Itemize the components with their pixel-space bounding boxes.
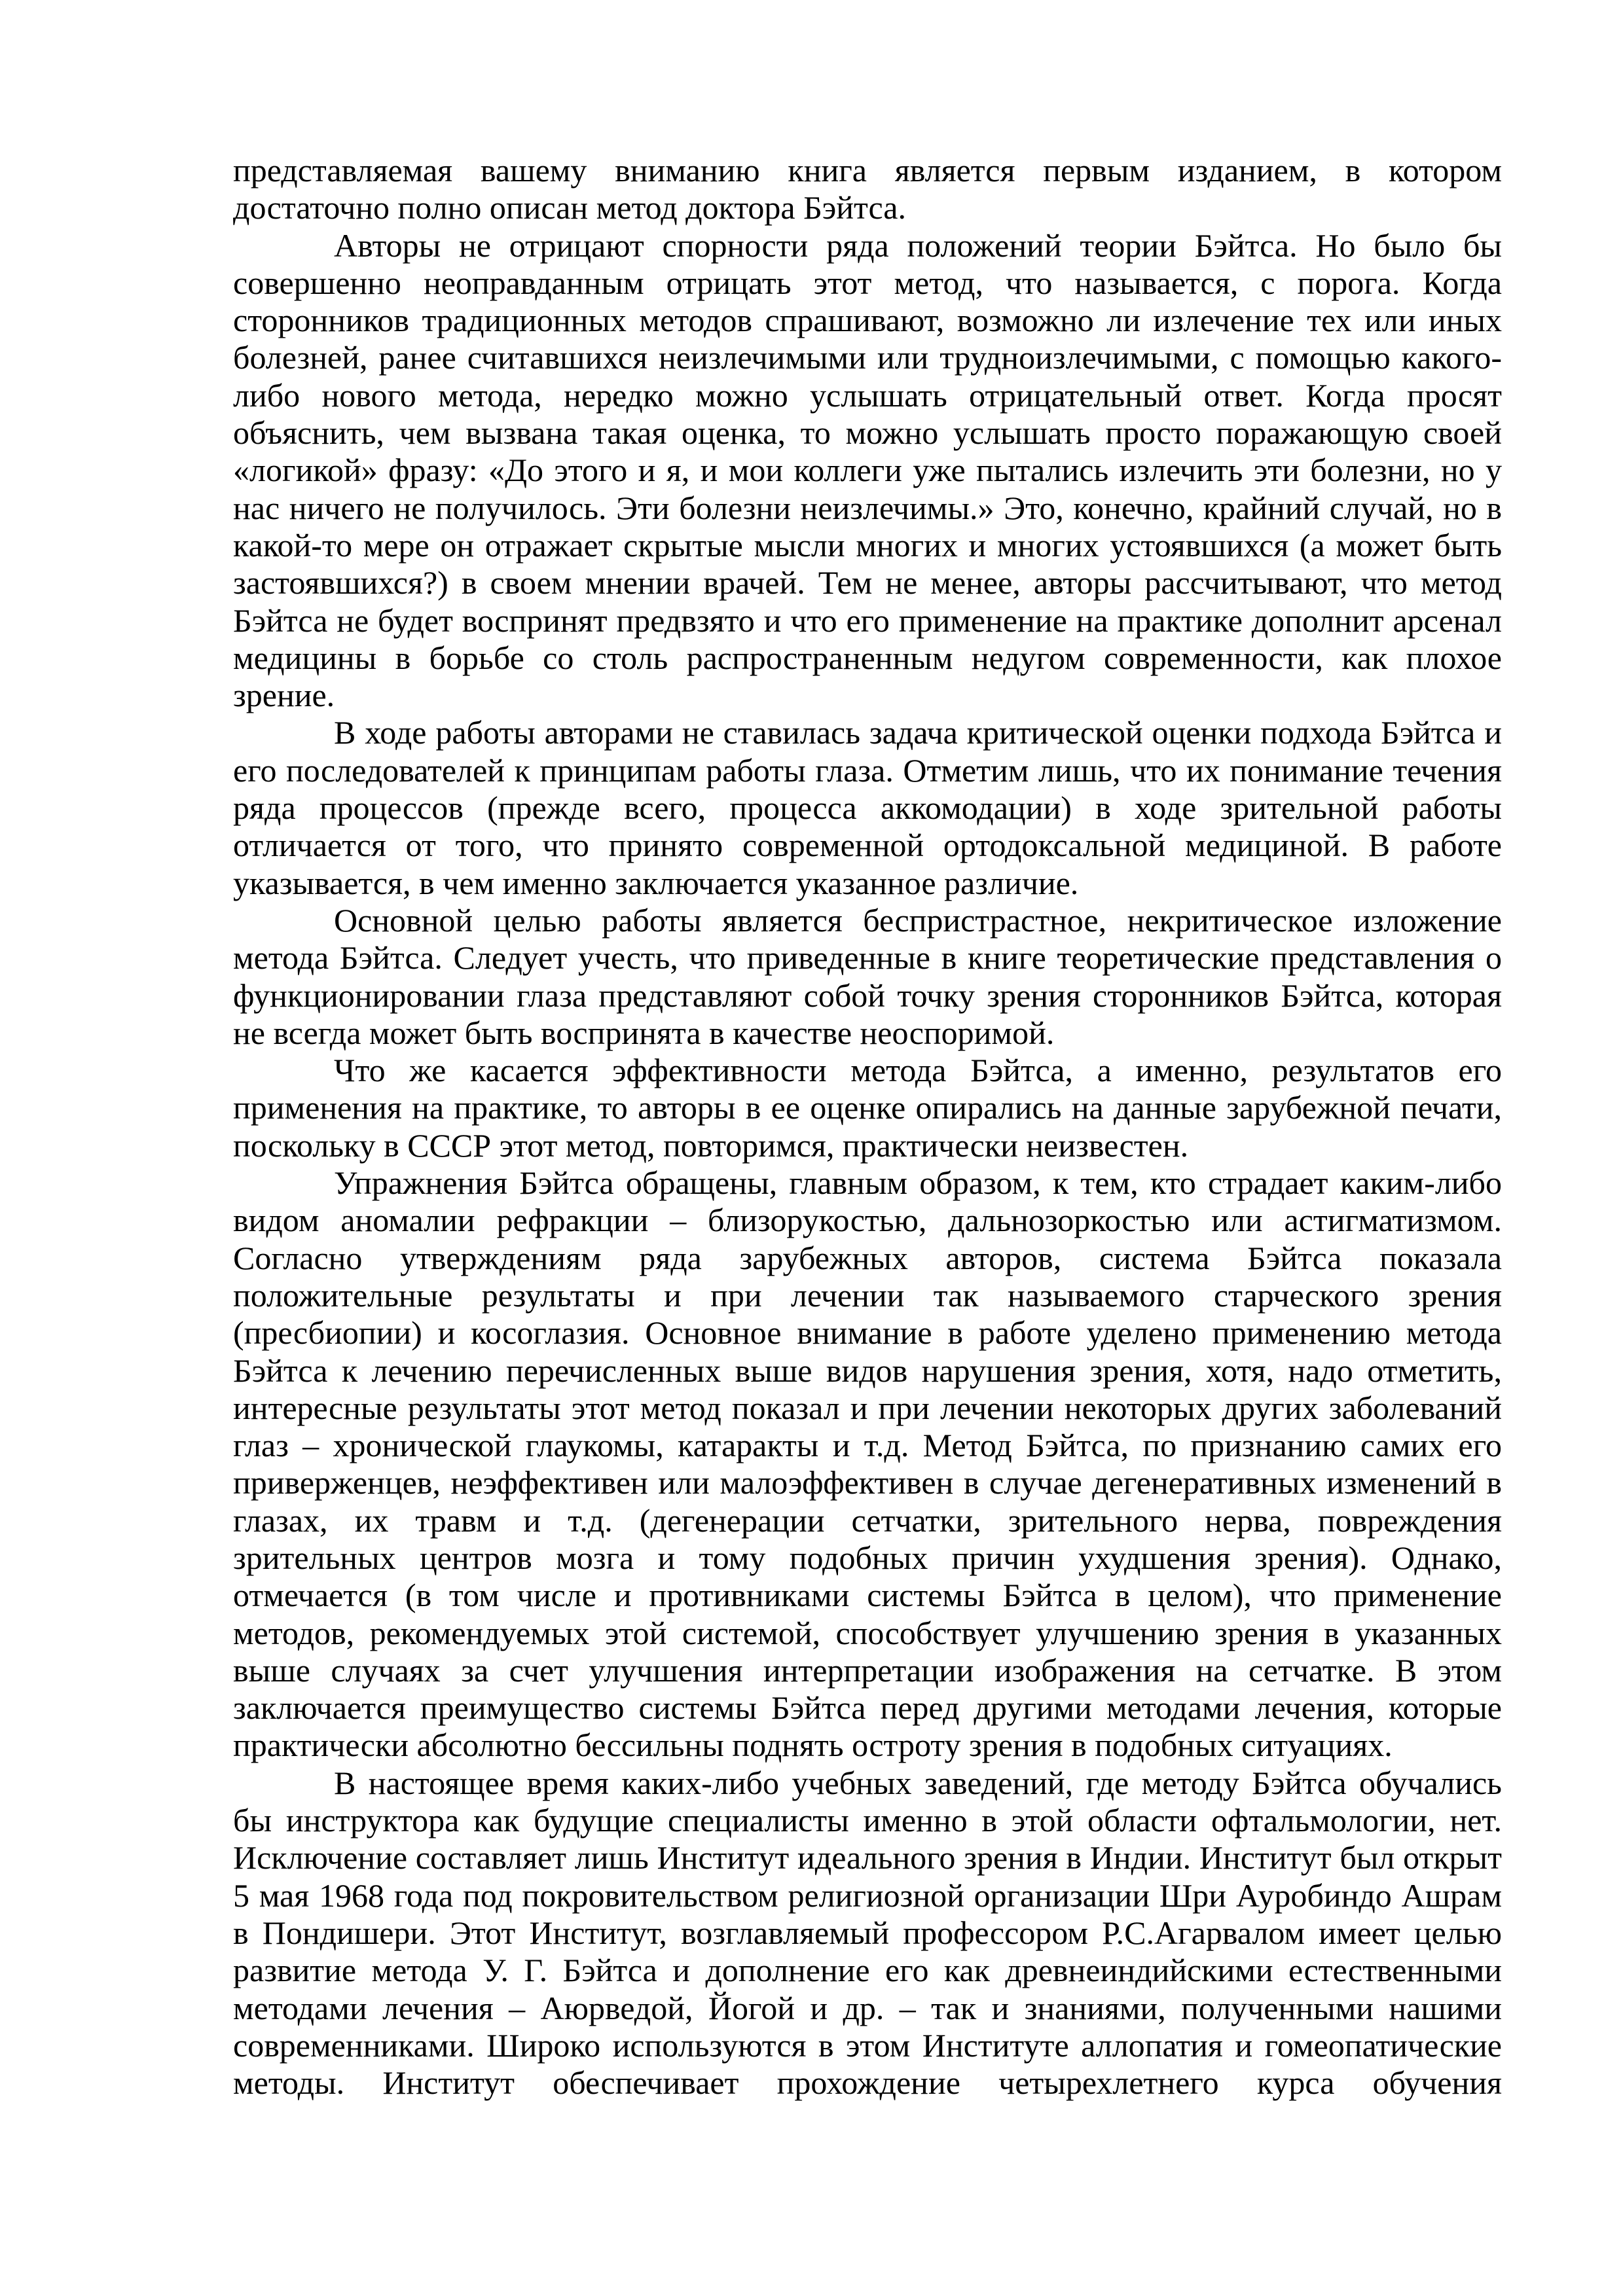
paragraph-2: Авторы не отрицают спорности ряда положений теории Бэйтса. Но было бы совершенно неоправданным отрицать этот метод, что называется, с порога. Когда сторонников традиционных методов спрашивают, возможно ли излечение тех или иных болезней, ранее считавшихся неизлечимыми или трудноизлечимыми, с помощью какого-либо нового метода, нередко можно услышать отрицательный ответ. Когда просят объяснить, чем вызвана такая оценка, то можно услышать просто поражающую своей «логикой» фразу: «До этого и я, и мои коллеги уже пытались излечить эти болезни, но у нас ничего не получилось. Эти болезни неизлечимы.» Это, конечно, крайний случай, но в какой-то мере он отражает скрытые мысли многих и многих устоявшихся (а может быть застоявшихся?) в своем мнении врачей. Тем не менее, авторы рассчитывают, что метод Бэйтса не будет воспринят предвзято и что его применение на практике дополнит арсенал медицины в борьбе со столь распространенным недугом современности, как плохое зрение.: [233, 226, 1502, 714]
paragraph-6: Упражнения Бэйтса обращены, главным образом, к тем, кто страдает каким-либо видом аномалии рефракции – близорукостью, дальнозоркостью или астигматизмом. Согласно утверждениям ряда зарубежных авторов, система Бэйтса показала положительные результаты и при лечении так называемого старческого зрения (пресбиопии) и косоглазия. Основное внимание в работе уделено применению метода Бэйтса к лечению перечисленных выше видов нарушения зрения, хотя, надо отметить, интересные результаты этот метод показал и при лечении некоторых других заболеваний глаз – хронической глаукомы, катаракты и т.д. Метод Бэйтса, по признанию самих его приверженцев, неэффективен или малоэффективен в случае дегенеративных изменений в глазах, их травм и т.д. (дегенерации сетчатки, зрительного нерва, повреждения зрительных центров мозга и тому подобных причин ухудшения зрения). Однако, отмечается (в том числе и противниками системы Бэйтса в целом), что применение методов, рекомендуемых этой системой, способствует улучшению зрения в указанных выше случаях за счет улучшения интерпретации изображения на сетчатке. В этом заключается преимущество системы Бэйтса перед другими методами лечения, которые практически абсолютно бессильны поднять остроту зрения в подобных ситуациях.: [233, 1164, 1502, 1764]
paragraph-3: В ходе работы авторами не ставилась задача критической оценки подхода Бэйтса и его последователей к принципам работы глаза. Отметим лишь, что их понимание течения ряда процессов (прежде всего, процесса аккомодации) в ходе зрительной работы отличается от того, что принято современной ортодоксальной медициной. В работе указывается, в чем именно заключается указанное различие.: [233, 714, 1502, 901]
paragraph-7: В настоящее время каких-либо учебных заведений, где методу Бэйтса обучались бы инструктора как будущие специалисты именно в этой области офтальмологии, нет. Исключение составляет лишь Институт идеального зрения в Индии. Институт был открыт 5 мая 1968 года под покровительством религиозной организации Шри Ауробиндо Ашрам в Пондишери. Этот Институт, возглавляемый профессором Р.С.Агарвалом имеет целью развитие метода У. Г. Бэйтса и дополнение его как древнеиндийскими естественными методами лечения – Аюрведой, Йогой и др. – так и знаниями, полученными нашими современниками. Широко используются в этом Институте аллопатия и гомеопатические методы. Институт обеспечивает прохождение четырехлетнего курса обучения: [233, 1764, 1502, 2102]
paragraph-4: Основной целью работы является беспристрастное, некритическое изложение метода Бэйтса. Следует учесть, что приведенные в книге теоретические представления о функционировании глаза представляют собой точку зрения сторонников Бэйтса, которая не всегда может быть воспринята в качестве неоспоримой.: [233, 901, 1502, 1051]
document-page: [233, 152, 1502, 2102]
paragraph-5: Что же касается эффективности метода Бэйтса, а именно, результатов его применения на практике, то авторы в ее оценке опирались на данные зарубежной печати, поскольку в СССР этот метод, повторимся, практически неизвестен.: [233, 1052, 1502, 1164]
paragraph-1: представляемая вашему вниманию книга является первым изданием, в котором достаточно полно описан метод доктора Бэйтса.: [233, 152, 1502, 226]
